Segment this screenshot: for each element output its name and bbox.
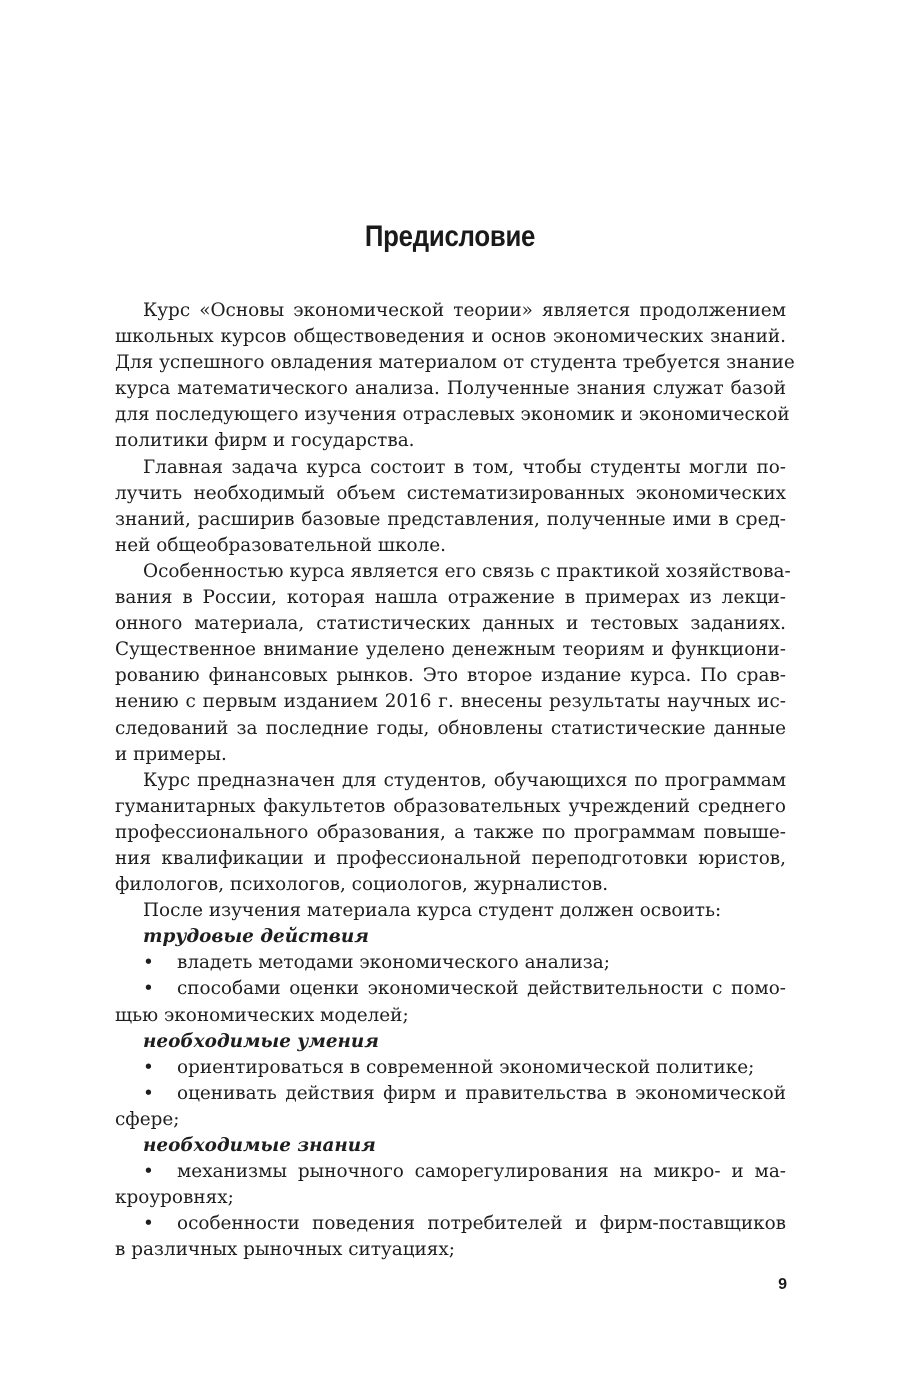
text-line: рованию финансовых рынков. Это второе издание курса. По срав- [115, 665, 786, 687]
list-item [115, 950, 786, 976]
text-line: Курс «Основы экономической теории» является продолжением [143, 300, 786, 321]
bullet-icon: • [143, 978, 154, 1000]
list-item-text: оценивать действия фирм и правительства в экономической [177, 1082, 786, 1104]
text-line: в различных рыночных ситуациях; [115, 1239, 455, 1261]
bullet-icon: • [143, 952, 154, 974]
text-line: Главная задача курса состоит в том, чтобы студенты могли по- [143, 456, 786, 478]
text-line: политики фирм и государства. [115, 430, 415, 452]
bullet-icon: • [143, 1082, 154, 1104]
text-line: филологов, психологов, социологов, журналистов. [115, 874, 609, 896]
text-line: профессионального образования, а также по программам повыше- [115, 821, 786, 843]
bullet-icon: • [143, 1213, 154, 1235]
text-line: школьных курсов обществоведения и основ экономических знаний. [115, 326, 786, 348]
bullet-icon: • [143, 1056, 154, 1078]
page-title: Предисловие [364, 220, 536, 253]
text-line: Курс предназначен для студентов, обучающихся по программам [143, 769, 786, 791]
text-line: курса математического анализа. Полученные знания служат базой [115, 378, 786, 400]
text-line: ней общеобразовательной школе. [115, 534, 446, 556]
subheading-required-skills: необходимые умения [143, 1030, 379, 1052]
text-line: ния квалификации и профессиональной переподготовки юристов, [115, 847, 786, 869]
text-line: Особенностью курса является его связь с практикой хозяйствова- [143, 560, 791, 582]
text-line: знаний, расширив базовые представления, полученные ими в сред- [115, 508, 786, 530]
text-line: нению с первым изданием 2016 г. внесены результаты научных ис- [115, 691, 786, 713]
list-item-text: владеть методами экономического анализа; [177, 952, 610, 974]
page-number: 9 [778, 1276, 787, 1293]
text-line: вания в России, которая нашла отражение в примерах из лекци- [115, 587, 786, 609]
text-line: щью экономических моделей; [115, 1004, 409, 1026]
list-item [115, 1211, 786, 1237]
text-line: лучить необходимый объем систематизированных экономических [115, 482, 786, 504]
text-line: Существенное внимание уделено денежным теориям и функциони- [115, 639, 786, 661]
body-text [115, 298, 795, 1263]
list-item-text: механизмы рыночного саморегулирования на микро- и ма- [177, 1161, 786, 1183]
text-line: После изучения материала курса студент должен освоить: [143, 900, 722, 922]
list-item [115, 1055, 786, 1081]
subheading-labor-actions: трудовые действия [143, 926, 369, 948]
bullet-icon: • [143, 1161, 154, 1183]
list-item [115, 1159, 786, 1185]
text-line: кроуровнях; [115, 1187, 234, 1209]
list-item [115, 976, 786, 1002]
list-item-text: способами оценки экономической действительности с помо- [177, 978, 786, 1000]
text-line: гуманитарных факультетов образовательных учреждений среднего [115, 795, 786, 817]
list-item-text: ориентироваться в современной экономической политике; [177, 1056, 755, 1078]
text-line: Для успешного овладения материалом от студента требуется знание [115, 352, 795, 374]
list-item-text: особенности поведения потребителей и фирм-поставщиков [177, 1213, 786, 1235]
text-line: для последующего изучения отраслевых экономик и экономической [115, 404, 790, 426]
text-line: онного материала, статистических данных и тестовых заданиях. [115, 613, 786, 635]
text-line: следований за последние годы, обновлены статистические данные [115, 717, 786, 739]
subheading-required-knowledge: необходимые знания [143, 1135, 376, 1156]
text-line: и примеры. [115, 743, 227, 765]
list-item [115, 1081, 786, 1107]
text-line: сфере; [115, 1108, 180, 1130]
